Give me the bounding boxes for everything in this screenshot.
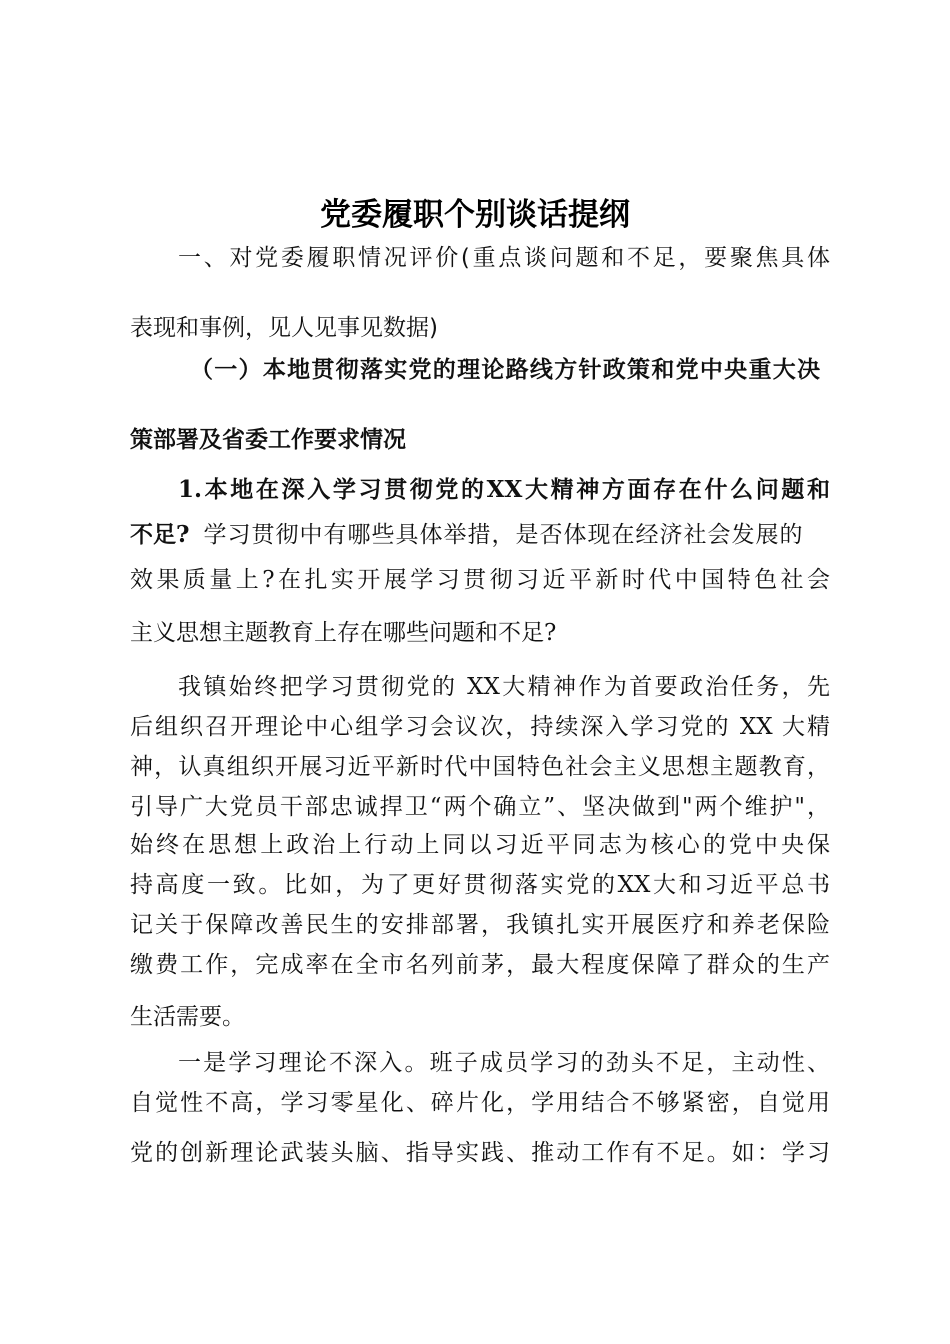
subheading-1-line-1: （一）本地贯彻落实党的理论路线方针政策和党中央重大决 (190, 356, 820, 383)
paragraph-2-line-1: 一是学习理论不深入。班子成员学习的劲头不足，主动性、 (178, 1050, 830, 1076)
paragraph-1-line-4: 引导广大党员干部忠诚捍卫“两个确立”、坚决做到"两个维护"， (130, 794, 830, 820)
heading-1-line-1: 一、对党委履职情况评价(重点谈问题和不足，要聚焦具体 (178, 245, 830, 271)
question-1-detail-start: 学习贯彻中有哪些具体举措，是否体现在经济社会发展的 (203, 522, 804, 548)
question-1-line-2 (130, 520, 830, 550)
subheading-1-line-2: 策部署及省委工作要求情况 (130, 426, 406, 453)
question-1-line-3: 效果质量上?在扎实开展学习贯彻习近平新时代中国特色社会 (130, 567, 830, 593)
question-1-line-4: 主义思想主题教育上存在哪些问题和不足? (130, 620, 557, 646)
question-1-line-1: 1.本地在深入学习贯彻党的XX大精神方面存在什么问题和 (178, 476, 830, 503)
paragraph-1-line-1: 我镇始终把学习贯彻党的 XX大精神作为首要政治任务，先 (178, 674, 830, 700)
question-1-bold-tail: 不足? (130, 521, 190, 548)
paragraph-1-line-5: 始终在思想上政治上行动上同以习近平同志为核心的党中央保 (130, 832, 830, 858)
paragraph-1-line-2: 后组织召开理论中心组学习会议次，持续深入学习党的 XX 大精 (130, 714, 830, 740)
paragraph-1-line-8: 缴费工作，完成率在全市名列前茅，最大程度保障了群众的生产 (130, 952, 830, 978)
paragraph-1-line-7: 记关于保障改善民生的安排部署，我镇扎实开展医疗和养老保险 (130, 912, 830, 938)
heading-1-line-2: 表现和事例，见人见事见数据) (130, 315, 438, 341)
document-title: 党委履职个别谈话提纲 (320, 197, 630, 233)
paragraph-1-line-9: 生活需要。 (130, 1004, 245, 1030)
paragraph-2-line-3: 党的创新理论武装头脑、指导实践、推动工作有不足。如：学习 (130, 1140, 830, 1166)
paragraph-2-line-2: 自觉性不高，学习零星化、碎片化，学用结合不够紧密，自觉用 (130, 1090, 830, 1116)
paragraph-1-line-3: 神，认真组织开展习近平新时代中国特色社会主义思想主题教育， (130, 754, 830, 780)
paragraph-1-line-6: 持高度一致。比如，为了更好贯彻落实党的XX大和习近平总书 (130, 872, 830, 898)
